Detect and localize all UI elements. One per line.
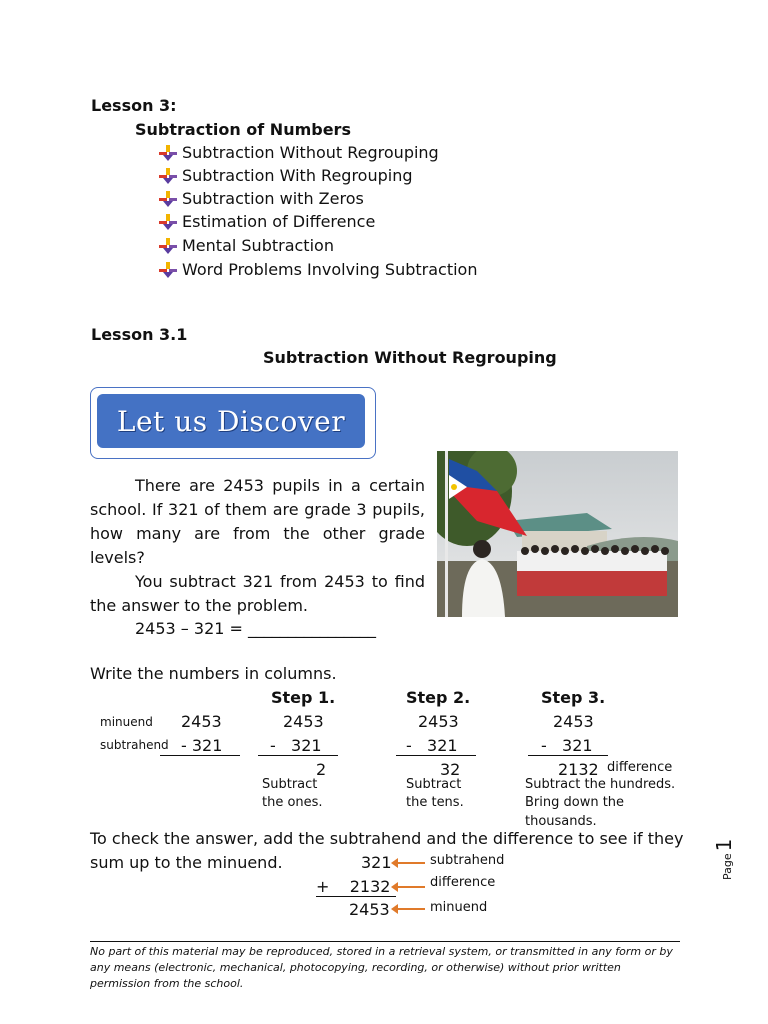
check-addend-2: + 2132 xyxy=(316,877,391,896)
check-text: sum up to the minuend. xyxy=(90,853,283,872)
equation: 2453 – 321 = ________________ xyxy=(135,619,377,638)
check-label-difference: difference xyxy=(430,875,496,890)
step-1-note: the ones. xyxy=(262,795,323,810)
initial-rule xyxy=(160,755,240,756)
arrow-icon xyxy=(397,862,425,864)
footer-rule xyxy=(90,941,680,942)
list-item xyxy=(158,189,364,208)
step-2-note: the tens. xyxy=(406,795,464,810)
step-3-minuend: 2453 xyxy=(553,712,594,731)
step-3-note: thousands. xyxy=(525,814,597,829)
list-item xyxy=(158,143,439,162)
check-addend-1: 321 xyxy=(361,853,392,872)
step-1-rule xyxy=(258,755,338,756)
step-3-subtrahend: - 321 xyxy=(541,736,593,755)
colored-arrow-bullet-icon xyxy=(158,167,178,185)
lesson-subtitle: Subtraction of Numbers xyxy=(135,120,351,139)
colored-arrow-bullet-icon xyxy=(158,261,178,279)
columns-intro: Write the numbers in columns. xyxy=(90,664,337,683)
problem-paragraph: There are 2453 pupils in a certain school. If 321 of them are grade 3 pupils, how many are from the other grade levels? xyxy=(90,476,425,567)
step-1-note: Subtract xyxy=(262,777,318,792)
list-item xyxy=(158,260,477,279)
list-item xyxy=(158,236,334,255)
arrow-icon xyxy=(397,908,425,910)
page-marker xyxy=(712,839,736,880)
check-sum: 2453 xyxy=(349,900,390,919)
step-2-subtrahend: - 321 xyxy=(406,736,458,755)
topic-label: Word Problems Involving Subtraction xyxy=(182,260,478,279)
step-2-note: Subtract xyxy=(406,777,462,792)
list-item xyxy=(158,166,413,185)
topic-label: Subtraction Without Regrouping xyxy=(182,143,439,162)
page-number: 1 xyxy=(712,838,736,852)
topic-label: Estimation of Difference xyxy=(182,212,376,231)
flag-ceremony-photo xyxy=(437,451,678,617)
section-number: Lesson 3.1 xyxy=(91,325,188,344)
banner-panel xyxy=(97,394,365,448)
method-paragraph: You subtract 321 from 2453 to find the answer to the problem. xyxy=(90,572,425,615)
minuend-label: minuend xyxy=(100,715,153,729)
check-label-minuend: minuend xyxy=(430,900,488,915)
step-2-result: 32 xyxy=(440,760,461,779)
step-3-rule xyxy=(528,755,608,756)
step-3-note: Bring down the xyxy=(525,795,625,810)
check-text: To check the answer, add the subtrahend and the difference to see if they xyxy=(90,829,684,848)
copyright-footer: No part of this material may be reproduced, stored in a retrieval system, or transmitted in any form or by any means (electronic, mechanical, photocopying, recording, or otherwise) without prior written permission from the school. xyxy=(90,945,673,990)
topic-label: Mental Subtraction xyxy=(182,236,334,255)
check-label-subtrahend: subtrahend xyxy=(430,853,505,868)
lesson-title: Lesson 3: xyxy=(91,96,177,115)
list-item xyxy=(158,212,375,231)
colored-arrow-bullet-icon xyxy=(158,237,178,255)
section-title: Subtraction Without Regrouping xyxy=(263,348,557,367)
check-rule xyxy=(316,896,396,897)
banner-text: Let us Discover xyxy=(116,404,346,438)
initial-subtrahend: - 321 xyxy=(181,736,223,755)
colored-arrow-bullet-icon xyxy=(158,190,178,208)
step-2-minuend: 2453 xyxy=(418,712,459,731)
topic-label: Subtraction with Zeros xyxy=(182,189,364,208)
initial-minuend: 2453 xyxy=(181,712,222,731)
topic-label: Subtraction With Regrouping xyxy=(182,166,413,185)
step-1-subtrahend: - 321 xyxy=(270,736,322,755)
discover-banner xyxy=(90,387,376,459)
difference-label: difference xyxy=(607,760,673,775)
step-1-result: 2 xyxy=(316,760,327,779)
subtrahend-label: subtrahend xyxy=(100,738,169,752)
step-3-note: Subtract the hundreds. xyxy=(525,777,676,792)
step-1-minuend: 2453 xyxy=(283,712,324,731)
step-2-rule xyxy=(396,755,476,756)
colored-arrow-bullet-icon xyxy=(158,213,178,231)
step-3-title: Step 3. xyxy=(541,688,606,707)
step-2-title: Step 2. xyxy=(406,688,471,707)
colored-arrow-bullet-icon xyxy=(158,144,178,162)
step-3-result: 2132 xyxy=(558,760,599,779)
arrow-icon xyxy=(397,886,425,888)
step-1-title: Step 1. xyxy=(271,688,336,707)
page-label: Page xyxy=(721,853,734,880)
